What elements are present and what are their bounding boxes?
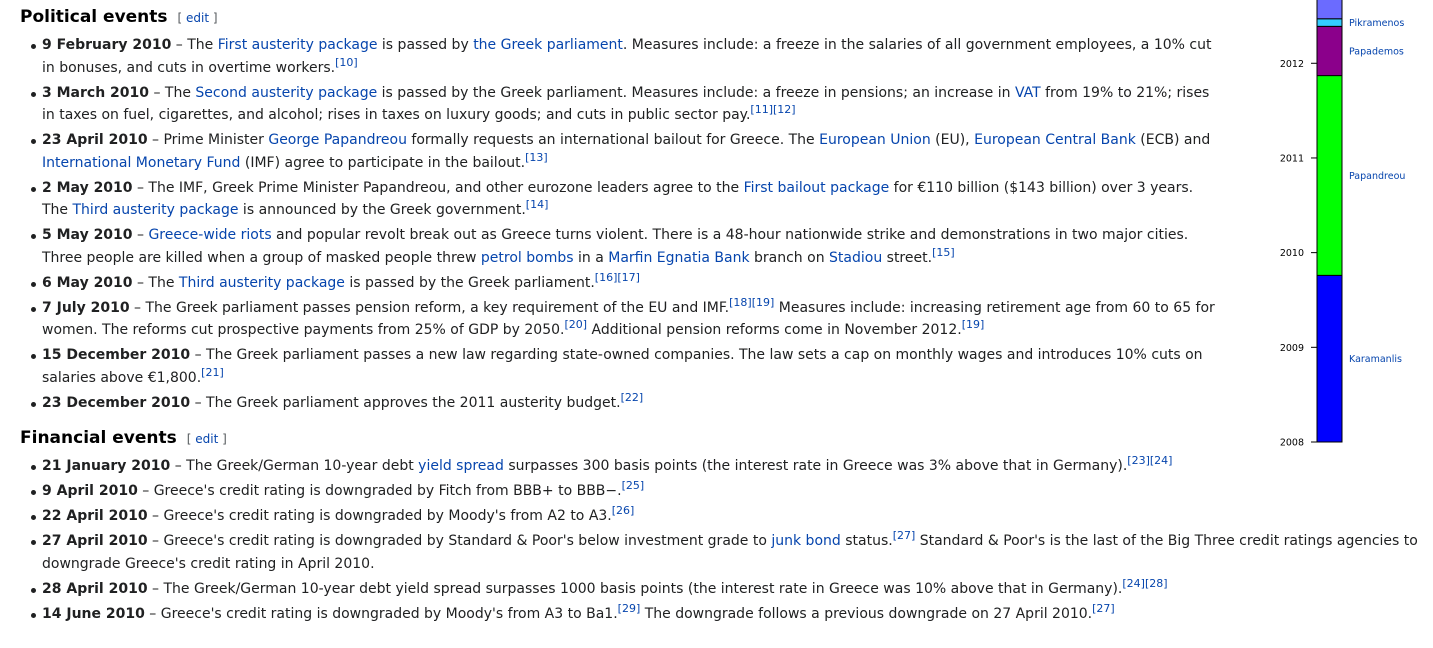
tick-label: 2011 — [1279, 153, 1304, 165]
citation-link[interactable]: [12] — [773, 103, 796, 116]
link[interactable]: International Monetary Fund — [42, 154, 241, 171]
event-date: 9 April 2010 — [42, 483, 138, 499]
political-events-list — [20, 34, 1220, 414]
timeline-label[interactable]: Karamanlis — [1349, 354, 1402, 366]
list-item: 23 December 2010 – The Greek parliament approves the 2011 austerity budget.[22] — [42, 392, 1220, 415]
timeline-segment — [1317, 19, 1342, 27]
link[interactable]: junk bond — [771, 533, 841, 549]
event-date: 3 March 2010 — [42, 84, 150, 101]
list-item: 22 April 2010 – Greece's credit rating is downgraded by Moody's from A2 to A3.[26] — [42, 505, 1220, 528]
list-item: 14 June 2010 – Greece's credit rating is downgraded by Moody's from A3 to Ba1.[29] The downgrade follows a previous downgrade on 27 April 2010.[27] — [42, 603, 1220, 626]
link[interactable]: European Union — [819, 132, 931, 148]
list-item: 27 April 2010 – Greece's credit rating is downgraded by Standard & Poor's below investment grade to junk bond status.[27] Standard & Poor's is the last of the Big Three credit ratings agencies to downgrade Greece's credit rating in April 2010. — [42, 530, 1220, 575]
list-item: 15 December 2010 – The Greek parliament passes a new law regarding state-owned companies. The law sets a cap on monthly wages and introduces 10% cuts on salaries above €1,800.[21] — [42, 344, 1220, 389]
section-heading-financial — [20, 428, 1220, 450]
timeline-label[interactable]: Papademos — [1349, 46, 1404, 58]
tick-label: 2008 — [1279, 437, 1304, 449]
event-date: 27 April 2010 — [42, 533, 148, 549]
edit-link[interactable]: edit — [195, 432, 219, 446]
event-date: 23 December 2010 — [42, 394, 191, 411]
list-item: 3 March 2010 – The Second austerity package is passed by the Greek parliament. Measures include: a freeze in pensions; an increase in VAT from 19% to 21%; rises in taxes on fuel, cigarettes, and alcohol; rises in taxes on luxury goods; and cuts in public sector pay.[11][12] — [42, 82, 1220, 127]
timeline-segment — [1317, 275, 1342, 442]
citation-link[interactable]: [28] — [1144, 576, 1168, 590]
citation-link[interactable]: [20] — [564, 318, 588, 331]
link[interactable]: First bailout package — [743, 179, 890, 196]
list-item: 23 April 2010 – Prime Minister George Papandreou formally requests an international bailout for Greece. The European Union (EU), European Central Bank (ECB) and International Monetary Fund (IMF) agree to participate in the bailout.[13] — [42, 129, 1220, 174]
citation-link[interactable]: [24] — [1122, 576, 1145, 590]
financial-events-list — [20, 454, 1418, 625]
event-date: 23 April 2010 — [42, 132, 148, 148]
link[interactable]: Second austerity package — [195, 84, 378, 101]
link[interactable]: Greece-wide riots — [148, 227, 272, 243]
prime-minister-timeline — [1270, 0, 1433, 460]
event-date: 7 July 2010 — [42, 299, 130, 316]
edit-link[interactable]: edit — [186, 11, 210, 25]
citation-link[interactable]: [18] — [729, 295, 752, 309]
timeline-segment — [1317, 0, 1342, 19]
edit-section-political: [ edit ] — [177, 11, 218, 25]
list-item: 21 January 2010 – The Greek/German 10-year debt yield spread surpasses 300 basis points (the interest rate in Greece was 3% above that in Germany).[23][24] — [42, 455, 1220, 478]
list-item: 9 February 2010 – The First austerity package is passed by the Greek parliament. Measures include: a freeze in the salaries of all government employees, a 10% cut in bonuses, and cuts in overtime workers.[10] — [42, 34, 1220, 79]
list-item: 7 July 2010 – The Greek parliament passes pension reform, a key requirement of the EU and IMF.[18][19] Measures include: increasing retirement age from 60 to 65 for women. The reforms cut prospective payments from 25% of GDP by 2050.[20] Additional pension reforms come in November 2012.[19] — [42, 297, 1220, 342]
citation-link[interactable]: [14] — [525, 198, 549, 211]
citation-link[interactable]: [17] — [617, 270, 640, 284]
link[interactable]: Third austerity package — [72, 202, 239, 218]
citation-link[interactable]: [13] — [525, 150, 548, 164]
edit-section-financial: [ edit ] — [186, 432, 227, 446]
event-date: 6 May 2010 — [42, 274, 133, 291]
list-item: 5 May 2010 – Greece-wide riots and popular revolt break out as Greece turns violent. There is a 48-hour nationwide strike and demonstrations in two major cities. Three people are killed when a group of masked people threw petrol bombs in a Marfin Egnatia Bank branch on Stadiou street.[15] — [42, 224, 1220, 269]
tick-label: 2012 — [1279, 58, 1304, 70]
timeline-segment — [1317, 76, 1342, 276]
citation-link[interactable]: [22] — [620, 390, 644, 404]
citation-link[interactable]: [27] — [892, 529, 916, 542]
citation-link[interactable]: [19] — [751, 295, 775, 309]
link[interactable]: First austerity package — [217, 37, 378, 53]
list-item: 2 May 2010 – The IMF, Greek Prime Minister Papandreou, and other eurozone leaders agree to the First bailout package for €110 billion ($143 billion) over 3 years. The Third austerity package is announced by the Greek government.[14] — [42, 177, 1220, 222]
event-date: 22 April 2010 — [42, 508, 148, 524]
citation-link[interactable]: [27] — [1092, 601, 1115, 615]
list-item: 28 April 2010 – The Greek/German 10-year debt yield spread surpasses 1000 basis points (the interest rate in Greece was 10% above that in Germany).[24][28] — [42, 578, 1220, 601]
citation-link[interactable]: [29] — [617, 601, 641, 615]
event-date: 5 May 2010 — [42, 227, 133, 243]
event-date: 9 February 2010 — [42, 37, 172, 53]
tick-label: 2010 — [1279, 248, 1304, 260]
link[interactable]: yield spread — [418, 458, 504, 474]
citation-link[interactable]: [25] — [621, 479, 645, 492]
timeline-chart — [1270, 0, 1433, 460]
citation-link[interactable]: [24] — [1149, 454, 1173, 467]
event-date: 2 May 2010 — [42, 179, 133, 196]
list-item: 9 April 2010 – Greece's credit rating is downgraded by Fitch from BBB+ to BBB−.[25] — [42, 480, 1220, 503]
citation-link[interactable]: [23] — [1127, 454, 1150, 467]
section-heading-political — [20, 7, 1220, 29]
timeline-label[interactable]: Papandreou — [1349, 170, 1406, 182]
link[interactable]: Marfin Egnatia Bank — [608, 249, 750, 266]
citation-link[interactable]: [26] — [611, 504, 635, 517]
timeline-segment — [1317, 26, 1342, 75]
citation-link[interactable]: [16] — [594, 270, 618, 284]
citation-link[interactable]: [21] — [201, 365, 224, 379]
list-item: 6 May 2010 – The Third austerity package is passed by the Greek parliament.[16][17] — [42, 272, 1220, 295]
event-date: 28 April 2010 — [42, 580, 148, 597]
citation-link[interactable]: [10] — [335, 55, 358, 69]
section-title: Financial events — [20, 428, 177, 448]
citation-link[interactable]: [15] — [932, 245, 955, 259]
link[interactable]: George Papandreou — [268, 132, 407, 148]
citation-link[interactable]: [19] — [961, 318, 985, 331]
link[interactable]: Third austerity package — [178, 274, 345, 291]
link[interactable]: European Central Bank — [974, 132, 1136, 148]
timeline-label[interactable]: Pikramenos — [1349, 18, 1405, 30]
tick-label: 2009 — [1279, 342, 1304, 354]
section-title: Political events — [20, 7, 168, 27]
link[interactable]: petrol bombs — [480, 249, 574, 266]
event-date: 15 December 2010 — [42, 347, 191, 363]
link[interactable]: the Greek parliament — [473, 37, 623, 53]
citation-link[interactable]: [11] — [750, 103, 774, 116]
event-date: 21 January 2010 — [42, 458, 171, 474]
link[interactable]: Stadiou — [829, 249, 883, 266]
event-date: 14 June 2010 — [42, 605, 145, 622]
link[interactable]: VAT — [1014, 84, 1041, 101]
